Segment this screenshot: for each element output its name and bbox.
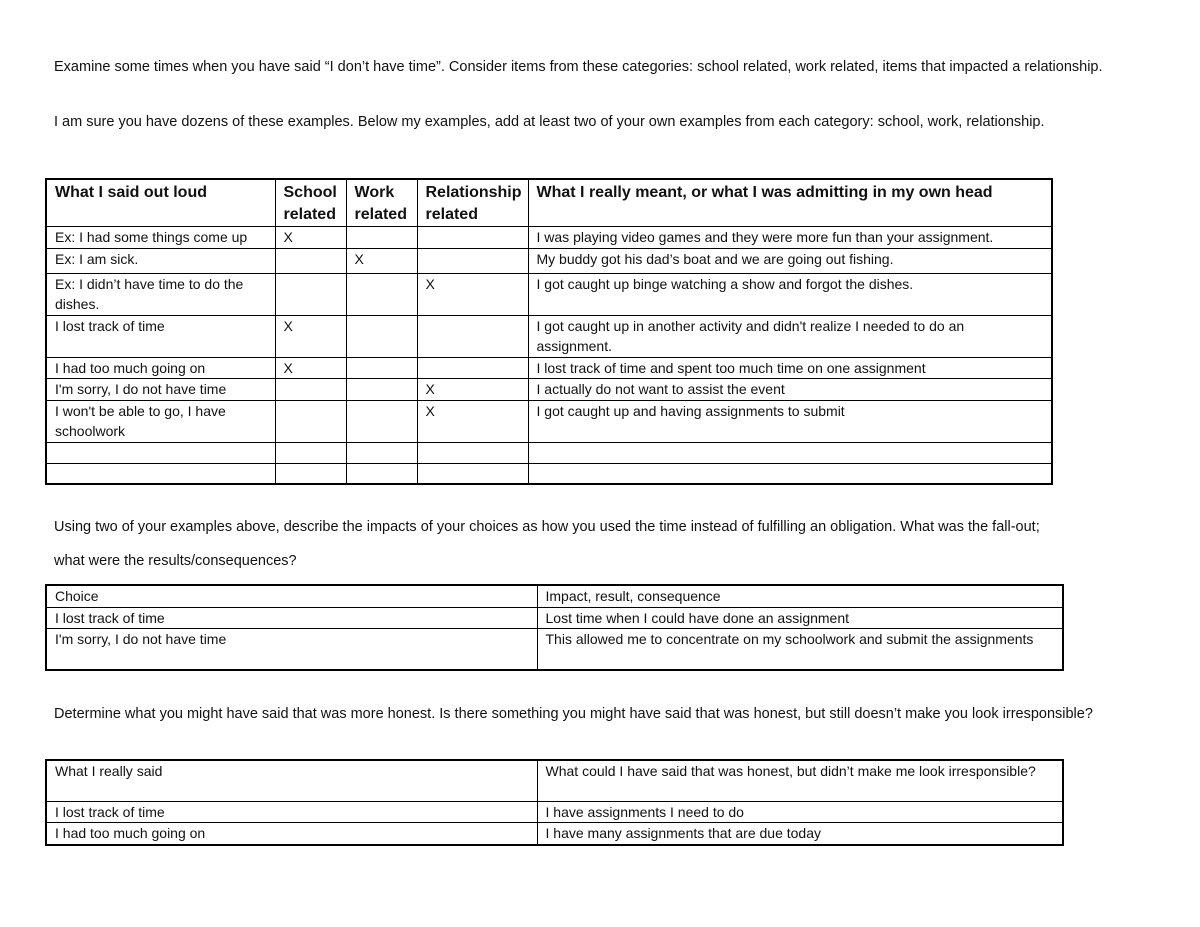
cell-work[interactable] [346, 273, 417, 315]
cell-said[interactable] [46, 442, 275, 463]
cell-relationship[interactable] [417, 315, 528, 357]
cell-really-said[interactable]: I lost track of time [46, 801, 537, 823]
cell-said[interactable]: I had too much going on [46, 357, 275, 379]
impact-table [45, 584, 1064, 671]
table-row [46, 379, 1052, 401]
table-row [46, 442, 1052, 463]
cell-said[interactable]: I'm sorry, I do not have time [46, 379, 275, 401]
table-row [46, 463, 1052, 484]
cell-relationship[interactable] [417, 442, 528, 463]
header-honest-alternative: What could I have said that was honest, but didn’t make me look irresponsible? [537, 760, 1063, 801]
cell-relationship[interactable] [417, 227, 528, 249]
cell-honest-alternative[interactable]: I have many assignments that are due today [537, 823, 1063, 845]
cell-impact[interactable]: Lost time when I could have done an assignment [537, 607, 1063, 629]
cell-relationship[interactable] [417, 357, 528, 379]
cell-meant[interactable]: I lost track of time and spent too much time on one assignment [528, 357, 1052, 379]
cell-choice[interactable]: I lost track of time [46, 607, 537, 629]
cell-relationship[interactable]: X [417, 379, 528, 401]
cell-work[interactable] [346, 400, 417, 442]
cell-school[interactable] [275, 273, 346, 315]
cell-meant[interactable]: My buddy got his dad’s boat and we are going out fishing. [528, 248, 1052, 273]
cell-said[interactable]: Ex: I am sick. [46, 248, 275, 273]
header-said-out-loud: What I said out loud [46, 179, 275, 227]
cell-work[interactable] [346, 227, 417, 249]
cell-meant[interactable]: I got caught up binge watching a show and forgot the dishes. [528, 273, 1052, 315]
cell-work[interactable] [346, 379, 417, 401]
table-row [46, 315, 1052, 357]
table-row [46, 400, 1052, 442]
excuses-table-header-row [46, 179, 1052, 227]
cell-school[interactable]: X [275, 357, 346, 379]
cell-work[interactable] [346, 315, 417, 357]
cell-relationship[interactable]: X [417, 273, 528, 315]
cell-work[interactable] [346, 463, 417, 484]
cell-impact[interactable]: This allowed me to concentrate on my schoolwork and submit the assignments [537, 629, 1063, 670]
honest-table [45, 759, 1064, 846]
header-relationship-related: Relationship related [417, 179, 528, 227]
header-really-meant: What I really meant, or what I was admitting in my own head [528, 179, 1052, 227]
honest-table-header-row [46, 760, 1063, 801]
cell-really-said[interactable]: I had too much going on [46, 823, 537, 845]
cell-choice[interactable]: I'm sorry, I do not have time [46, 629, 537, 670]
cell-work[interactable]: X [346, 248, 417, 273]
header-choice: Choice [46, 585, 537, 607]
cell-meant[interactable]: I actually do not want to assist the event [528, 379, 1052, 401]
header-school-related: School related [275, 179, 346, 227]
cell-school[interactable] [275, 400, 346, 442]
cell-relationship[interactable] [417, 463, 528, 484]
cell-said[interactable]: I won't be able to go, I have schoolwork [46, 400, 275, 442]
section3-paragraph: Determine what you might have said that was more honest. Is there something you might have said that was honest, but still doesn’t make you look irresponsible? [54, 706, 1093, 722]
cell-school[interactable] [275, 463, 346, 484]
cell-school[interactable] [275, 248, 346, 273]
cell-school[interactable] [275, 442, 346, 463]
cell-said[interactable]: Ex: I had some things come up [46, 227, 275, 249]
cell-said[interactable]: Ex: I didn’t have time to do the dishes. [46, 273, 275, 315]
section2-paragraph-2: what were the results/consequences? [54, 553, 297, 569]
cell-meant[interactable] [528, 463, 1052, 484]
cell-school[interactable]: X [275, 315, 346, 357]
cell-honest-alternative[interactable]: I have assignments I need to do [537, 801, 1063, 823]
table-row [46, 357, 1052, 379]
cell-meant[interactable]: I got caught up in another activity and didn't realize I needed to do an assignment. [528, 315, 1052, 357]
table-row [46, 823, 1063, 845]
table-row [46, 227, 1052, 249]
cell-meant[interactable]: I got caught up and having assignments to submit [528, 400, 1052, 442]
cell-work[interactable] [346, 442, 417, 463]
table-row [46, 248, 1052, 273]
table-row [46, 607, 1063, 629]
cell-said[interactable] [46, 463, 275, 484]
cell-school[interactable] [275, 379, 346, 401]
cell-relationship[interactable] [417, 248, 528, 273]
cell-work[interactable] [346, 357, 417, 379]
section2-paragraph-1: Using two of your examples above, describe the impacts of your choices as how you used the time instead of fulfilling an obligation. What was the fall-out; [54, 519, 1040, 535]
header-work-related: Work related [346, 179, 417, 227]
table-row [46, 629, 1063, 670]
impact-table-header-row [46, 585, 1063, 607]
intro-paragraph-2: I am sure you have dozens of these examples. Below my examples, add at least two of your own examples from each category: school, work, relationship. [54, 114, 1045, 130]
header-impact: Impact, result, consequence [537, 585, 1063, 607]
cell-meant[interactable]: I was playing video games and they were more fun than your assignment. [528, 227, 1052, 249]
table-row [46, 273, 1052, 315]
table-row [46, 801, 1063, 823]
header-really-said: What I really said [46, 760, 537, 801]
excuses-table [45, 178, 1053, 485]
intro-paragraph-1: Examine some times when you have said “I don’t have time”. Consider items from these categories: school related, work related, items that impacted a relationship. [54, 59, 1103, 75]
cell-relationship[interactable]: X [417, 400, 528, 442]
cell-meant[interactable] [528, 442, 1052, 463]
cell-school[interactable]: X [275, 227, 346, 249]
cell-said[interactable]: I lost track of time [46, 315, 275, 357]
